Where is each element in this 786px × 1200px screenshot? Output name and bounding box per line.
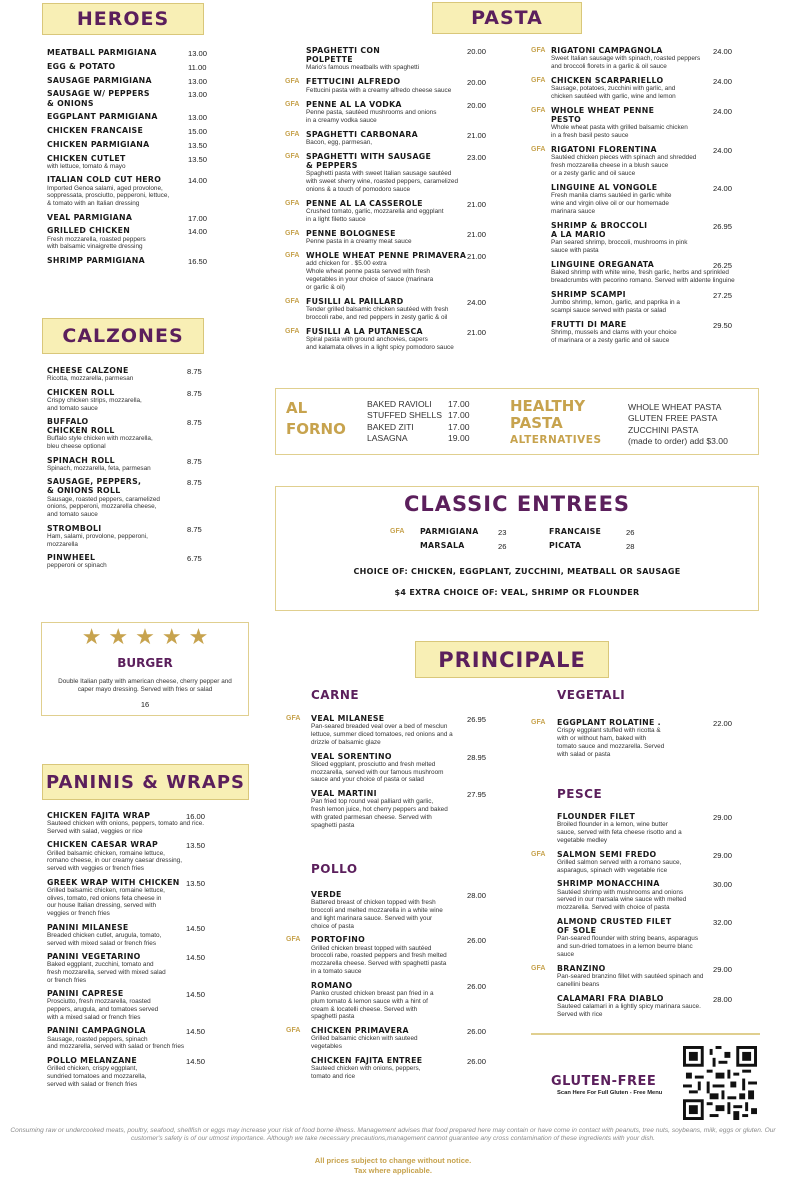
gfa-label: GFA (286, 936, 301, 944)
menu-item-price: 29.00 (713, 964, 733, 974)
gluten-divider (531, 1033, 760, 1035)
menu-item-price: 29.00 (713, 813, 733, 822)
menu-item-price: 23.00 (467, 152, 487, 162)
gfa-label: GFA (286, 715, 301, 722)
menu-item-price: 13.00 (188, 90, 208, 100)
menu-item-price: 28.95 (467, 752, 487, 762)
menu-item-name: VERDE (311, 890, 342, 899)
al-forno-item: LASAGNA (367, 432, 408, 443)
calzones-title: CALZONES (62, 325, 184, 347)
menu-item-desc: Sautéed shrimp with mushrooms and onions served in our marsala wine sauce with melted mozzarella. Served with choice of pasta (557, 888, 687, 912)
menu-item-price: 6.75 (187, 554, 202, 563)
menu-item-desc: Pan-seared flounder with string beans, asparagus and sun-dried tomatoes in a lemon beurre blanc sauce (557, 935, 699, 959)
menu-item-desc: Sausage, roasted peppers, caramelized onions, pepperoni, mozzarella cheese, and tomato sauce (47, 495, 160, 519)
al-forno-title-1: AL (286, 399, 308, 417)
classic-entree-price: 23 (498, 528, 507, 537)
classic-entree-price: 26 (498, 542, 507, 551)
menu-item-name: SPINACH ROLL (47, 455, 115, 465)
heroes-title: HEROES (76, 8, 170, 30)
principale-header (415, 641, 609, 678)
menu-item-desc: add chicken for . $5.00 extra Whole wheat penne pasta served with fresh vegetables in your choice of sauce (marinara or garlic & oil) (306, 260, 434, 291)
menu-item-desc: Baked shrimp with white wine, fresh garlic, herbs and sprinkled breadcrumbs with pecorino romano. Served with aldente linguine (551, 269, 735, 284)
menu-item-desc: Breaded chicken cutlet, arugula, tomato, served with mixed salad or french fries (47, 931, 162, 947)
classic-entree-price: 28 (626, 542, 635, 551)
menu-item-desc: Pan-seared breaded veal over a bed of mesclun lettuce, summer diced tomatoes, red onions and a drizzle of balsamic glaze (311, 723, 453, 746)
menu-item-name: CHEESE CALZONE (47, 366, 129, 375)
footer-disclaimer: Consuming raw or undercooked meats, poultry, seafood, shellfish or eggs may increase your risk of food borne illness. Management advises that food prepared here may contain or have come in contact with peanuts, tree nuts, soybeans, milk, eggs or gluten. Our customer's safety is of our utmost importance. Although we take necessary precautions,management cannot guarantee any cross contamination of these ingredients with your dish. (10, 1127, 776, 1143)
menu-item-desc: Sauteed chicken with onions, peppers, tomato and rice (311, 1065, 421, 1080)
gfa-label: GFA (531, 77, 546, 84)
gfa-label: GFA (531, 964, 546, 972)
healthy-title-1: HEALTHY (510, 397, 586, 415)
menu-item-price: 30.00 (713, 880, 733, 890)
menu-item-name: SALMON SEMI FREDO (557, 849, 657, 859)
menu-item-name: BUFFALO CHICKEN ROLL (47, 417, 115, 436)
menu-item-desc: Panko crusted chicken breast pan fried in a plum tomato & lemon sauce with a hint of cream & locatelli cheese. Served with spaghetti pasta (311, 990, 434, 1021)
menu-item-desc: Sausage, roasted peppers, spinach and mozzarella, served with salad or french fries (47, 1035, 185, 1051)
menu-item-name: ALMOND CRUSTED FILET OF SOLE (557, 917, 672, 936)
classic-entree-name: PARMIGIANA (420, 527, 479, 536)
menu-item-desc: Tender grilled balsamic chicken sautéed with fresh broccoli rabe, and red peppers in zesty garlic & oil (306, 305, 449, 321)
al-forno-title (286, 398, 346, 440)
menu-item-price: 28.00 (713, 994, 733, 1004)
classic-entrees-title: CLASSIC ENTREES (403, 492, 631, 516)
menu-item-price: 24.00 (713, 47, 733, 56)
menu-item-price: 24.00 (713, 184, 733, 193)
gfa-label: GFA (285, 152, 300, 160)
menu-item-name: EGGPLANT ROLATINE . (557, 718, 661, 727)
menu-item-desc: Bacon, egg, parmesan, (306, 138, 373, 146)
menu-item-price: 24.00 (713, 146, 733, 156)
menu-item-desc: Penne pasta in a creamy meat sauce (306, 238, 412, 245)
menu-item-desc: Pan fried top round veal palliard with garlic, fresh lemon juice, hot cherry peppers and baked with grated parmesan cheese. Served with spaghetti pasta (311, 798, 448, 829)
menu-item-price: 14.00 (188, 176, 208, 186)
healthy-item: GLUTEN FREE PASTA (628, 413, 718, 424)
menu-item-price: 21.00 (467, 199, 487, 209)
menu-item-price: 24.00 (467, 297, 487, 307)
menu-item-price: 14.50 (186, 1027, 206, 1037)
al-forno-price: 17.00 (448, 399, 470, 409)
menu-item-name: PANINI CAPRESE (47, 989, 124, 999)
menu-item-name: ITALIAN COLD CUT HERO (47, 175, 162, 185)
menu-item-name: SAUSAGE, PEPPERS, & ONIONS ROLL (47, 477, 142, 496)
menu-item-name: POLLO MELANZANE (47, 1055, 137, 1065)
menu-item-price: 14.50 (186, 923, 206, 933)
menu-item-desc: Penne pasta, sautéed mushrooms and onions in a creamy vodka sauce (306, 108, 437, 124)
menu-item-desc: Spaghetti pasta with sweet Italian sausage sautéed with sweet sherry wine, roasted peppers, caramelized onions & a touch of pomodoro sauce (306, 170, 459, 193)
menu-item-desc: Imported Genoa salami, aged provolone, soppressata, prosciutto, pepperoni, lettuce, & tomato with an Italian dressing (47, 184, 170, 208)
menu-item-name: PANINI VEGETARINO (47, 952, 141, 961)
menu-item-price: 27.25 (713, 291, 733, 300)
healthy-item: ZUCCHINI PASTA (628, 424, 699, 435)
menu-item-name: EGGPLANT PARMIGIANA (47, 112, 158, 122)
menu-item-name: BRANZINO (557, 963, 606, 973)
menu-item-price: 20.00 (467, 100, 487, 110)
al-forno-item: BAKED ZITI (367, 421, 414, 432)
menu-item-price: 24.00 (713, 107, 733, 116)
classic-choice: CHOICE OF: CHICKEN, EGGPLANT, ZUCCHINI, MEATBALL OR SAUSAGE (353, 567, 681, 576)
menu-item-price: 21.00 (467, 327, 487, 337)
gfa-label: GFA (285, 130, 300, 138)
menu-item-price: 8.75 (187, 456, 202, 466)
gfa-label: GFA (285, 78, 300, 86)
menu-item-desc: Jumbo shrimp, lemon, garlic, and paprika in a scampi sauce served with pasta or salad (551, 299, 680, 314)
menu-item-name: RIGATONI FLORENTINA (551, 145, 657, 155)
menu-item-name: CHICKEN CAESAR WRAP (47, 840, 158, 850)
menu-item-desc: with lettuce, tomato & mayo (47, 163, 126, 170)
menu-item-desc: Sauteed calamari in a lightly spicy marinara sauce. Served with rice (557, 1002, 701, 1018)
menu-item-name: LINGUINE AL VONGOLE (551, 183, 658, 192)
pollo-title: POLLO (311, 862, 358, 876)
gfa-label: GFA (531, 47, 546, 54)
menu-item-name: VEAL MARTINI (311, 789, 377, 799)
menu-item-desc: Fettucini pasta with a creamy alfredo cheese sauce (306, 86, 452, 94)
menu-item-name: GRILLED CHICKEN (47, 226, 131, 236)
menu-item-name: ROMANO (311, 980, 353, 990)
menu-item-name: WHOLE WHEAT PENNE PESTO (551, 106, 655, 125)
al-forno-title-2: FORNO (286, 420, 346, 438)
menu-item-desc: Sausage, potatoes, zucchini with garlic, and chicken sautéed with garlic, wine and lemon (551, 85, 676, 100)
healthy-title-2: PASTA (510, 414, 563, 432)
classic-entree-name: PICATA (549, 541, 582, 550)
gfa-label: GFA (285, 199, 300, 207)
burger-price: 16 (140, 700, 150, 709)
menu-item-desc: Crushed tomato, garlic, mozzarella and eggplant in a light filetto sauce (306, 208, 444, 223)
pasta-title: PASTA (471, 7, 543, 29)
menu-item-price: 20.00 (467, 47, 487, 56)
menu-item-name: FUSILLI A LA PUTANESCA (306, 326, 423, 336)
footer-tax: Tax where applicable. (354, 1166, 432, 1175)
menu-item-name: CHICKEN FAJITA ENTREE (311, 1056, 423, 1065)
menu-item-desc: Crispy chicken strips, mozzarella, and tomato sauce (47, 396, 142, 412)
menu-item-desc: Buffalo style chicken with mozzarella, bleu cheese optional (47, 435, 153, 451)
menu-item-price: 13.50 (186, 841, 206, 851)
menu-item-desc: Ham, salami, provolone, pepperoni, mozzarella (47, 532, 148, 548)
menu-item-desc: Sliced eggplant, prosciutto and fresh melted mozzarella, served with our famous mushroom sauce and your choice of pasta or salad (311, 760, 444, 784)
gluten-free-sub: Scan Here For Full Gluten - Free Menu (557, 1090, 663, 1096)
pasta-header (432, 2, 582, 34)
menu-item-price: 21.00 (467, 252, 487, 261)
menu-item-name: VEAL MILANESE (311, 714, 385, 723)
menu-item-name: SHRIMP PARMIGIANA (47, 255, 145, 265)
menu-item-desc: Whole wheat pasta with grilled balsamic chicken in a fresh basil pesto sauce (551, 124, 688, 140)
menu-item-price: 8.75 (187, 418, 202, 427)
menu-item-name: CHICKEN PARMIGIANA (47, 140, 150, 149)
menu-item-price: 14.50 (186, 953, 206, 962)
menu-item-price: 8.75 (187, 388, 202, 398)
al-forno-item: BAKED RAVIOLI (367, 399, 432, 409)
menu-item-price: 20.00 (467, 78, 487, 88)
classic-entree-price: 26 (626, 528, 635, 537)
gfa-label: GFA (531, 719, 546, 726)
menu-item-desc: Mario's famous meatballs with spaghetti (306, 64, 420, 72)
healthy-item: (made to order) add $3.00 (628, 435, 728, 446)
pesce-title: PESCE (557, 787, 603, 801)
menu-item-price: 15.00 (188, 127, 208, 137)
menu-item-name: FUSILLI AL PAILLARD (306, 296, 404, 306)
menu-item-name: FLOUNDER FILET (557, 812, 636, 821)
menu-item-name: PORTOFINO (311, 935, 366, 945)
gfa-label: GFA (390, 528, 405, 535)
menu-item-name: LINGUINE OREGANATA (551, 260, 655, 269)
menu-item-desc: Spiral pasta with ground anchovies, capers and kalamata olives in a light spicy pomodoro sauce (306, 335, 454, 351)
menu-item-name: VEAL PARMIGIANA (47, 212, 133, 222)
vegetali-title: VEGETALI (557, 688, 626, 702)
healthy-title-3: ALTERNATIVES (510, 434, 602, 446)
menu-item-name: FETTUCINI ALFREDO (306, 77, 401, 87)
menu-item-name: EGG & POTATO (47, 61, 116, 71)
menu-item-price: 13.50 (186, 878, 206, 888)
menu-item-price: 26.95 (713, 221, 733, 231)
menu-item-desc: Battered breast of chicken topped with fresh broccoli and melted mozzarella in a white wine and light marinara sauce. Served with your choice of pasta (311, 899, 443, 930)
healthy-item: WHOLE WHEAT PASTA (628, 402, 722, 412)
menu-item-name: STROMBOLI (47, 523, 102, 533)
qr-code-icon[interactable] (683, 1046, 757, 1120)
calzones-header (42, 318, 204, 354)
menu-item-price: 26.00 (467, 1027, 487, 1037)
menu-item-desc: Pan seared shrimp, broccoli, mushrooms in pink sauce with pasta (551, 239, 688, 254)
menu-item-price: 26.00 (467, 1057, 487, 1066)
menu-item-price: 22.00 (713, 719, 733, 728)
menu-item-name: SHRIMP MONACCHINA (557, 879, 660, 889)
gfa-label: GFA (286, 1027, 301, 1035)
al-forno-price: 17.00 (448, 410, 470, 421)
menu-item-desc: Sauteed chicken with onions, peppers, tomato and rice. Served with salad, veggies or rice (47, 820, 205, 835)
menu-item-name: SPAGHETTI CON POLPETTE (306, 46, 381, 65)
menu-item-price: 13.50 (188, 154, 208, 164)
paninis-title: PANINIS & WRAPS (46, 771, 245, 793)
menu-item-price: 21.00 (467, 229, 487, 239)
menu-item-name: SPAGHETTI CARBONARA (306, 129, 418, 139)
burger-stars: ★ ★ ★ ★ ★ (81, 625, 209, 650)
menu-item-name: VEAL SORENTINO (311, 751, 392, 761)
gfa-label: GFA (531, 850, 546, 858)
menu-item-desc: Ricotta, mozzarella, parmesan (47, 375, 134, 383)
menu-item-name: PENNE AL LA CASSEROLE (306, 198, 423, 208)
menu-item-price: 13.00 (188, 76, 208, 86)
classic-entree-name: MARSALA (420, 541, 465, 550)
heroes-header (42, 3, 204, 35)
menu-item-name: CALAMARI FRA DIABLO (557, 993, 664, 1003)
menu-item-price: 16.50 (188, 256, 208, 266)
menu-item-desc: pepperoni or spinach (47, 562, 107, 570)
menu-item-price: 16.00 (186, 812, 206, 821)
menu-item-desc: Sweet Italian sausage with spinach, roasted peppers and broccoli florets in a garlic & oil sauce (551, 55, 701, 70)
classic-entree-name: FRANCAISE (549, 527, 602, 536)
menu-item-price: 14.50 (186, 990, 206, 1000)
menu-item-price: 24.00 (713, 77, 733, 86)
menu-item-desc: Grilled balsamic chicken with sauteed vegetables (311, 1035, 418, 1051)
gfa-label: GFA (285, 252, 300, 259)
healthy-title (510, 398, 602, 449)
burger-desc: Double Italian patty with american cheese, cherry pepper and caper mayo dressing. Served with fries or salad (58, 678, 232, 694)
menu-item-price: 26.00 (467, 936, 487, 946)
footer-prices: All prices subject to change without notice. (314, 1156, 472, 1165)
menu-item-price: 29.50 (713, 321, 733, 330)
menu-item-price: 13.00 (188, 49, 208, 58)
menu-item-price: 8.75 (187, 478, 202, 488)
menu-item-name: FRUTTI DI MARE (551, 320, 627, 329)
al-forno-item: STUFFED SHELLS (367, 410, 442, 421)
menu-item-price: 27.95 (467, 790, 487, 800)
menu-item-name: PINWHEEL (47, 553, 96, 562)
paninis-header (42, 764, 249, 800)
menu-item-name: MEATBALL PARMIGIANA (47, 48, 157, 57)
menu-item-name: CHICKEN PRIMAVERA (311, 1026, 409, 1036)
menu-item-name: SAUSAGE W/ PEPPERS & ONIONS (47, 89, 150, 108)
gluten-free-title: GLUTEN-FREE (551, 1074, 657, 1089)
menu-item-name: PANINI CAMPAGNOLA (47, 1026, 146, 1036)
menu-item-name: CHICKEN CUTLET (47, 153, 126, 163)
menu-item-name: PANINI MILANESE (47, 922, 129, 932)
menu-item-price: 28.00 (467, 891, 487, 900)
menu-item-name: PENNE BOLOGNESE (306, 228, 396, 238)
gfa-label: GFA (285, 297, 300, 305)
menu-item-price: 8.75 (187, 524, 202, 534)
menu-item-name: SHRIMP & BROCCOLI A LA MARIO (551, 220, 648, 239)
menu-item-desc: Baked eggplant, zucchini, tomato and fresh mozzarella, served with mixed salad or french fries (47, 961, 166, 984)
menu-item-name: CHICKEN FAJITA WRAP (47, 811, 151, 820)
menu-item-name: RIGATONI CAMPAGNOLA (551, 46, 663, 55)
menu-item-price: 13.00 (188, 113, 208, 123)
al-forno-price: 17.00 (448, 421, 470, 432)
menu-item-name: SAUSAGE PARMIGIANA (47, 75, 152, 85)
menu-item-price: 21.00 (467, 130, 487, 140)
menu-item-name: SHRIMP SCAMPI (551, 290, 626, 299)
menu-item-name: CHICKEN SCARPARIELLO (551, 76, 664, 85)
menu-item-price: 26.95 (467, 715, 487, 724)
menu-item-price: 26.25 (713, 261, 733, 270)
menu-item-name: SPAGHETTI WITH SAUSAGE & PEPPERS (306, 151, 432, 170)
gfa-label: GFA (531, 146, 546, 154)
menu-item-desc: Broiled flounder in a lemon, wine butter sauce, served with feta cheese risotto and a vegetable medley (557, 821, 682, 844)
menu-item-desc: Grilled chicken breast topped with sautéed broccoli rabe, roasted peppers and fresh melted mozzarella cheese. Served with spaghetti pasta in a tomato sauce (311, 944, 447, 976)
menu-item-desc: Shrimp, mussels and clams with your choice of marinara or a zesty garlic and oil sauce (551, 329, 677, 344)
menu-item-name: CHICKEN ROLL (47, 387, 115, 397)
menu-item-name: GREEK WRAP WITH CHICKEN (47, 877, 180, 887)
menu-item-price: 14.50 (186, 1056, 206, 1066)
menu-item-name: CHICKEN FRANCAISE (47, 126, 144, 136)
gfa-label: GFA (285, 327, 300, 335)
menu-item-name: PENNE AL LA VODKA (306, 99, 402, 109)
menu-item-desc: Sautéed chicken pieces with spinach and shredded fresh mozzarella cheese in a blush sauce or a zesty garlic and oil sauce (551, 154, 697, 178)
menu-item-price: 29.00 (713, 850, 733, 860)
classic-extra: $4 EXTRA CHOICE OF: VEAL, SHRIMP OR FLOUNDER (394, 588, 640, 597)
menu-item-desc: Fresh manila clams sautéed in garlic white wine and virgin olive oil or our homemade marinara sauce (551, 192, 672, 215)
menu-item-name: WHOLE WHEAT PENNE PRIMAVERA (306, 251, 467, 260)
menu-item-price: 8.75 (187, 367, 202, 376)
gfa-label: GFA (285, 229, 300, 237)
menu-item-desc: Pan-seared branzino fillet with sautéed spinach and canellini beans (557, 973, 704, 988)
menu-item-price: 17.00 (188, 213, 208, 223)
menu-item-price: 11.00 (188, 62, 207, 72)
menu-item-desc: Grilled balsamic chicken, romaine lettuce, olives, tomato, red onions feta cheese in our house Italian dressing, served with veggies or french fries (47, 886, 165, 918)
menu-item-desc: Crispy eggplant stuffed with ricotta & with or without ham, baked with tomato sauce and mozzarella. Served with salad or pasta (557, 727, 665, 758)
gfa-label: GFA (285, 100, 300, 108)
menu-item-desc: Grilled balsamic chicken, romaine lettuce, romano cheese, in our creamy caesar dressing, served with veggies or french fries (47, 849, 182, 873)
menu-item-price: 13.50 (188, 141, 208, 150)
gfa-label: GFA (531, 107, 546, 114)
menu-item-price: 26.00 (467, 981, 487, 991)
principale-title: PRINCIPALE (438, 647, 586, 672)
menu-item-desc: Spinach, mozzarella, feta, parmesan (47, 464, 151, 472)
menu-item-desc: Prosciutto, fresh mozzarella, roasted peppers, arugula, and tomatoes served with a mixed salad or french fries (47, 998, 159, 1022)
menu-item-price: 32.00 (713, 918, 733, 927)
al-forno-price: 19.00 (448, 432, 470, 443)
burger-title: BURGER (117, 656, 173, 670)
menu-item-desc: Grilled salmon served with a romano sauce, asparagus, spinach with vegetable rice (557, 858, 682, 874)
carne-title: CARNE (311, 688, 360, 702)
menu-item-price: 14.00 (188, 227, 208, 237)
menu-item-desc: Grilled chicken, crispy eggplant, sundried tomatoes and mozzarella, served with salad or french fries (47, 1065, 147, 1088)
menu-item-desc: Fresh mozzarella, roasted peppers with balsamic vinaigrette dressing (47, 235, 146, 251)
